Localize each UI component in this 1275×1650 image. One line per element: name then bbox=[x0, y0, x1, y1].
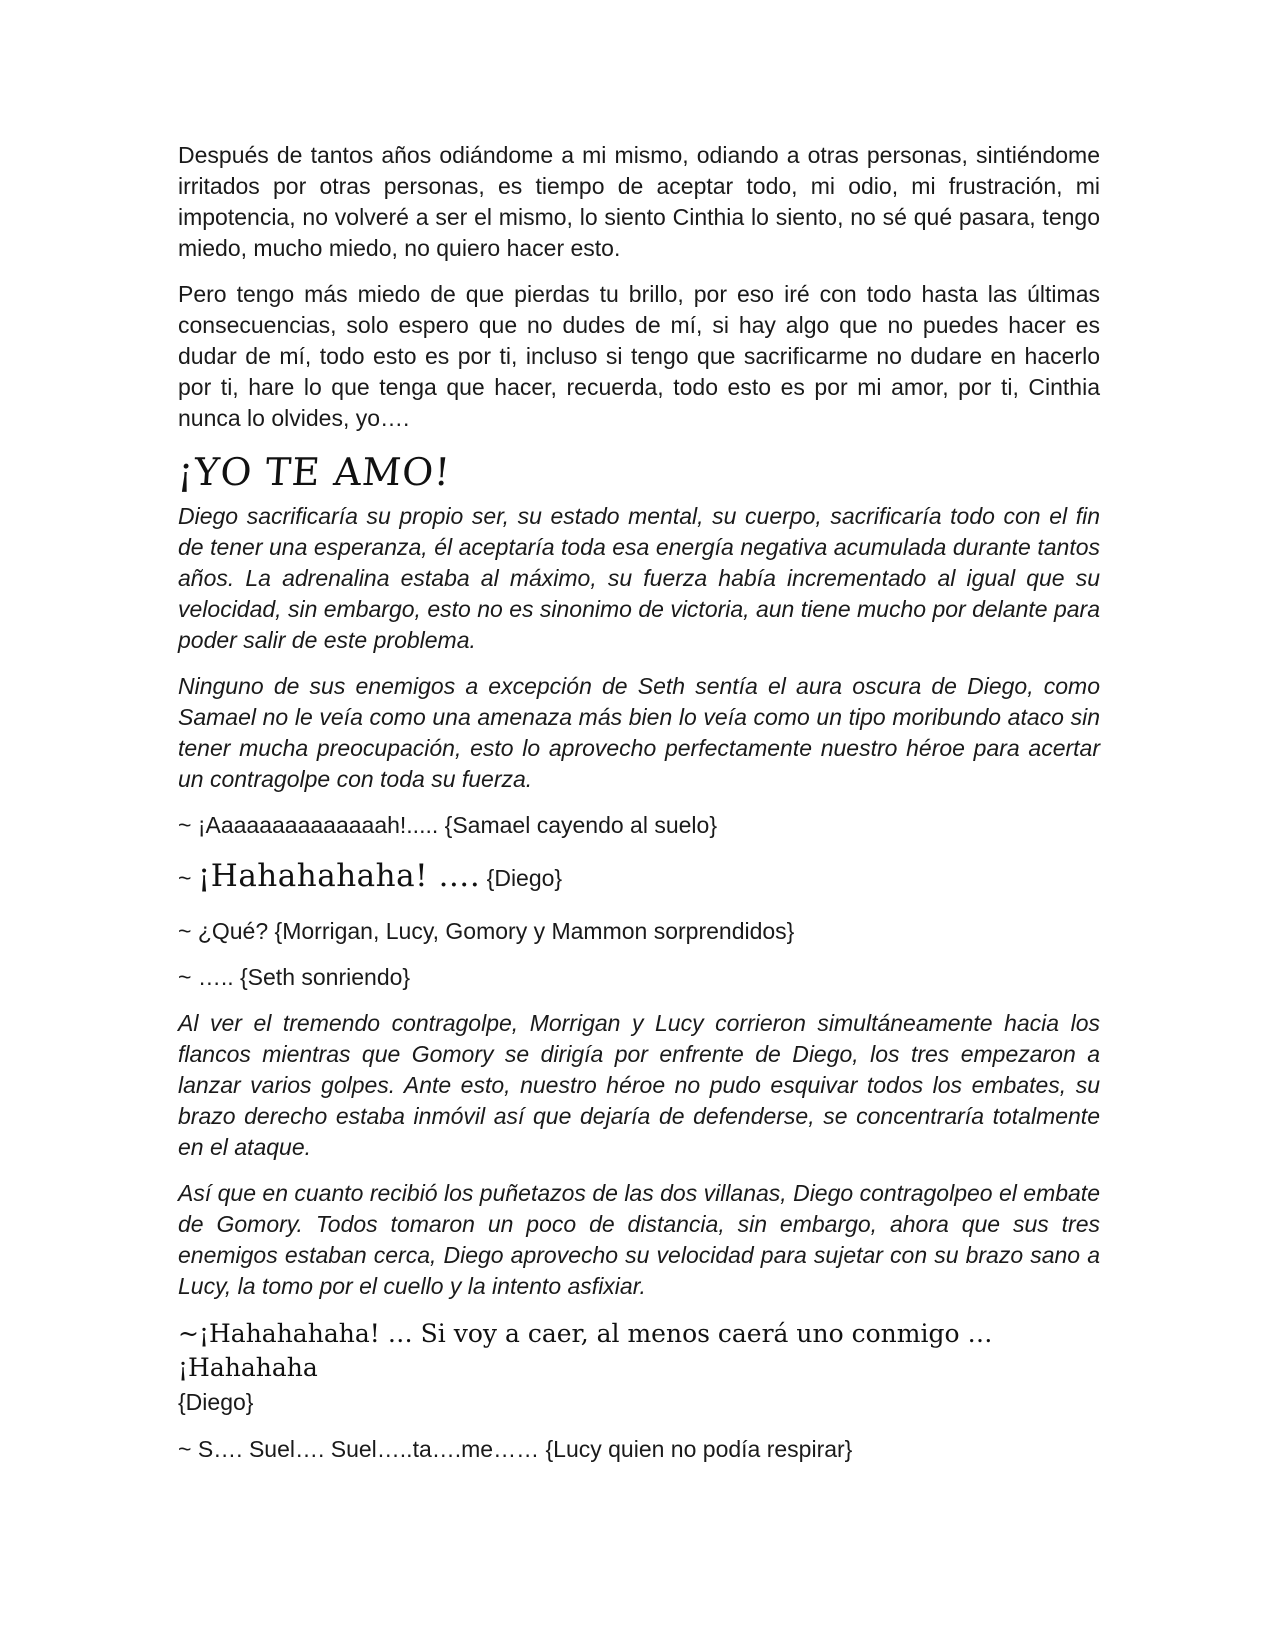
dialogue-group-surprised: ~ ¿Qué? {Morrigan, Lucy, Gomory y Mammon sorprendidos} bbox=[178, 918, 795, 944]
dialogue-diego-threat-text: ~¡Hahahahaha! … Si voy a caer, al menos caerá uno conmigo … ¡Hahahaha bbox=[178, 1319, 993, 1382]
dialogue-seth: ~ ….. {Seth sonriendo} bbox=[178, 964, 411, 990]
shout-heading: ¡YO TE AMO! bbox=[176, 450, 453, 494]
document-page bbox=[178, 140, 1100, 1480]
dialogue-samael: ~ ¡Aaaaaaaaaaaaaah!..... {Samael cayendo al suelo} bbox=[178, 812, 717, 838]
paragraph-5: Al ver el tremendo contragolpe, Morrigan y Lucy corrieron simultáneamente hacia los flancos mientras que Gomory se dirigía por enfrente de Diego, los tres empezaron a lanzar varios golpes. Ante esto, nuestro héroe no pudo esquivar todos los embates, su brazo derecho estaba inmóvil así que dejaría de defenderse, se concentraría totalmente en el ataque. bbox=[178, 1010, 1100, 1160]
paragraph-2: Pero tengo más miedo de que pierdas tu brillo, por eso iré con todo hasta las últimas consecuencias, solo espero que no dudes de mí, si hay algo que no puedes hacer es dudar de mí, todo esto es por ti, incluso si tengo que sacrificarme no dudare en hacerlo por ti, hare lo que tenga que hacer, recuerda, todo esto es por mi amor, por ti, Cinthia nunca lo olvides, yo…. bbox=[178, 281, 1100, 431]
paragraph-4: Ninguno de sus enemigos a excepción de Seth sentía el aura oscura de Diego, como Samael no le veía como una amenaza más bien lo veía como un tipo moribundo ataco sin tener mucha preocupación, esto lo aprovecho perfectamente nuestro héroe para acertar un contragolpe con toda su fuerza. bbox=[178, 673, 1100, 792]
dialogue-diego-threat bbox=[178, 1317, 1100, 1419]
paragraph-3: Diego sacrificaría su propio ser, su estado mental, su cuerpo, sacrificaría todo con el fin de tener una esperanza, él aceptaría toda esa energía negativa acumulada durante tantos años. La adrenalina estaba al máximo, su fuerza había incrementado al igual que su velocidad, sin embargo, esto no es sinonimo de victoria, aun tiene mucho por delante para poder salir de este problema. bbox=[178, 503, 1100, 653]
dialogue-speaker-tag-2: {Diego} bbox=[178, 1389, 254, 1415]
paragraph-1: Después de tantos años odiándome a mi mismo, odiando a otras personas, sintiéndome irritados por otras personas, es tiempo de aceptar todo, mi odio, mi frustración, mi impotencia, no volveré a ser el mismo, lo siento Cinthia lo siento, no sé qué pasara, tengo miedo, mucho miedo, no quiero hacer esto. bbox=[178, 142, 1100, 261]
dialogue-diego-laugh-text: ¡Hahahahaha! …. bbox=[197, 858, 481, 894]
paragraph-6: Así que en cuanto recibió los puñetazos de las dos villanas, Diego contragolpeo el embate de Gomory. Todos tomaron un poco de distancia, sin embargo, ahora que sus tres enemigos estaban cerca, Diego aprovecho su velocidad para sujetar con su brazo sano a Lucy, la tomo por el cuello y la intento asfixiar. bbox=[178, 1180, 1100, 1299]
dialogue-prefix: ~ bbox=[178, 865, 198, 891]
dialogue-diego-laugh bbox=[178, 856, 1100, 898]
dialogue-lucy: ~ S…. Suel…. Suel…..ta….me…… {Lucy quien no podía respirar} bbox=[178, 1436, 853, 1462]
dialogue-speaker-tag: {Diego} bbox=[480, 865, 563, 891]
